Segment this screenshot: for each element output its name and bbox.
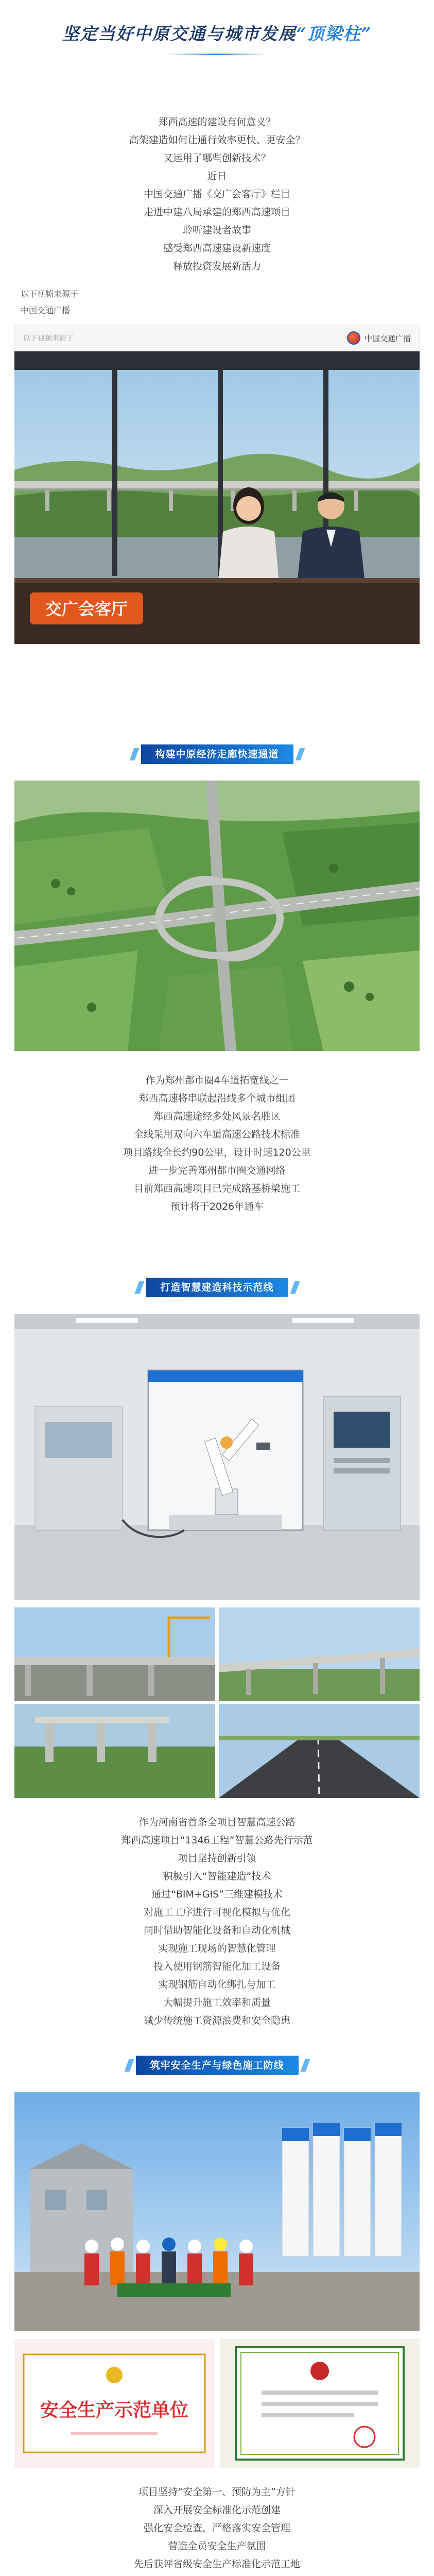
photo-smart-factory[interactable] bbox=[14, 1314, 420, 1600]
paragraph-line: 大幅提升施工效率和质量 bbox=[163, 1997, 271, 2008]
video-source-bar bbox=[14, 325, 420, 351]
paragraph-line: 全线采用双向六车道高速公路技术标准 bbox=[133, 1129, 300, 1140]
paragraph-line: 进一步完善郑州都市圈交通网络 bbox=[148, 1165, 286, 1176]
paragraph-line: 预计将于2026年通车 bbox=[170, 1201, 264, 1212]
paragraph-line: 减少传统施工资源浪费和安全隐患 bbox=[143, 2015, 290, 2026]
video-source-note bbox=[21, 286, 78, 319]
paragraph-line bbox=[0, 2573, 434, 2576]
paragraph-line: 实现钢筋自动化绑扎与加工 bbox=[158, 1979, 276, 1990]
studio-sign bbox=[30, 592, 143, 624]
paragraph-line: 积极引入“智能建造”技术 bbox=[163, 1871, 271, 1882]
video-embed[interactable] bbox=[14, 325, 420, 644]
photo-certificates[interactable] bbox=[14, 2339, 420, 2468]
intro-line: 又运用了哪些创新技术？ bbox=[163, 152, 271, 164]
intro-line: 郑西高速的建设有何意义？ bbox=[158, 116, 276, 128]
channel-logo-icon bbox=[347, 331, 360, 345]
paragraph-line: 作为河南省首条全项目智慧高速公路 bbox=[138, 1817, 296, 1828]
intro-line: 感受郑西高速建设新速度 bbox=[163, 243, 271, 254]
paragraph-line: 郑西高速将串联起沿线多个城市组团 bbox=[138, 1093, 296, 1104]
section-heading: 构建中原经济走廊快速通道 bbox=[141, 744, 293, 764]
video-channel-link[interactable] bbox=[347, 331, 411, 345]
photo-elevated-road bbox=[219, 1607, 420, 1701]
paragraph-line: 深入开展安全标准化示范创建 bbox=[153, 2504, 281, 2516]
paragraph-line: 强化安全检查，严格落实安全管理 bbox=[143, 2522, 290, 2534]
paragraph-line: 目前郑西高速项目已完成路基桥梁施工 bbox=[133, 1183, 300, 1194]
paragraph-line: 投入使用钢筋智能化加工设备 bbox=[153, 1961, 281, 1972]
certificate-title: 安全生产示范单位 bbox=[40, 2400, 189, 2421]
video-source-channel: 中国交通广播 bbox=[21, 306, 71, 315]
intro-line: 释放投资发展新活力 bbox=[172, 261, 261, 272]
section-heading: 筑牢安全生产与绿色施工防线 bbox=[135, 2056, 298, 2075]
section-paragraph bbox=[0, 2483, 434, 2576]
video-thumbnail[interactable] bbox=[14, 351, 420, 644]
section-paragraph bbox=[0, 1072, 434, 1216]
video-channel-name: 中国交通广播 bbox=[364, 333, 411, 343]
title-divider bbox=[165, 54, 268, 55]
paragraph-line: 作为郑州都市圈4车道拓宽线之一 bbox=[145, 1075, 289, 1086]
studio-sign-text: 交广会客厅 bbox=[45, 599, 128, 619]
paragraph-line: 实现施工现场的智慧化管理 bbox=[158, 1943, 276, 1954]
photo-workers-mixing-plant[interactable] bbox=[14, 2092, 420, 2331]
intro-line: 走进中建八局承建的郑西高速项目 bbox=[143, 207, 290, 218]
paragraph-line: 先后获评省级安全生产标准化示范工地 bbox=[133, 2558, 300, 2570]
intro-paragraph bbox=[0, 113, 434, 276]
intro-line: 高架建造如何让通行效率更快、更安全？ bbox=[129, 134, 305, 146]
video-source-label: 以下视频来源于 bbox=[21, 289, 79, 299]
intro-line: 近日 bbox=[207, 171, 227, 182]
section-paragraph bbox=[0, 1814, 434, 2030]
paragraph-line: 项目路线全长约90公里，设计时速120公里 bbox=[123, 1147, 311, 1158]
photo-aerial-interchange[interactable] bbox=[14, 781, 420, 1051]
paragraph-line: 郑西高速项目“1346工程”智慧公路先行示范 bbox=[121, 1835, 313, 1846]
paragraph-line: 项目坚持“安全第一、预防为主”方针 bbox=[138, 2486, 296, 2498]
paragraph-line: 项目坚持创新引领 bbox=[178, 1853, 256, 1864]
paragraph-line: 营造全员安全生产氛围 bbox=[168, 2540, 266, 2552]
safety-certificate-left bbox=[14, 2339, 214, 2468]
video-bar-label: 以下视频来源于 bbox=[23, 334, 74, 343]
photo-collage-construction[interactable] bbox=[14, 1607, 420, 1798]
photo-bridge-piers bbox=[14, 1704, 215, 1798]
award-certificate-right bbox=[220, 2339, 420, 2468]
paragraph-line: 对施工工序进行可视化模拟与优化 bbox=[143, 1907, 290, 1918]
paragraph-line: 同时借助智能化设备和自动化机械 bbox=[143, 1925, 290, 1936]
article-title-highlight: “顶梁柱” bbox=[296, 24, 372, 44]
article-title-prefix: 坚定当好中原交通与城市发展 bbox=[62, 24, 297, 44]
photo-bridge-girders bbox=[14, 1607, 215, 1701]
paragraph-line: 郑西高速途经多处风景名胜区 bbox=[153, 1111, 281, 1122]
article-title bbox=[0, 19, 434, 49]
intro-line: 聆听建设者故事 bbox=[182, 225, 251, 236]
photo-asphalt-road bbox=[219, 1704, 420, 1798]
intro-line: 中国交通广播《交广会客厅》栏目 bbox=[143, 189, 290, 200]
paragraph-line: 通过“BIM+GIS”三维建模技术 bbox=[151, 1889, 283, 1900]
section-heading: 打造智慧建造科技示范线 bbox=[146, 1278, 288, 1297]
